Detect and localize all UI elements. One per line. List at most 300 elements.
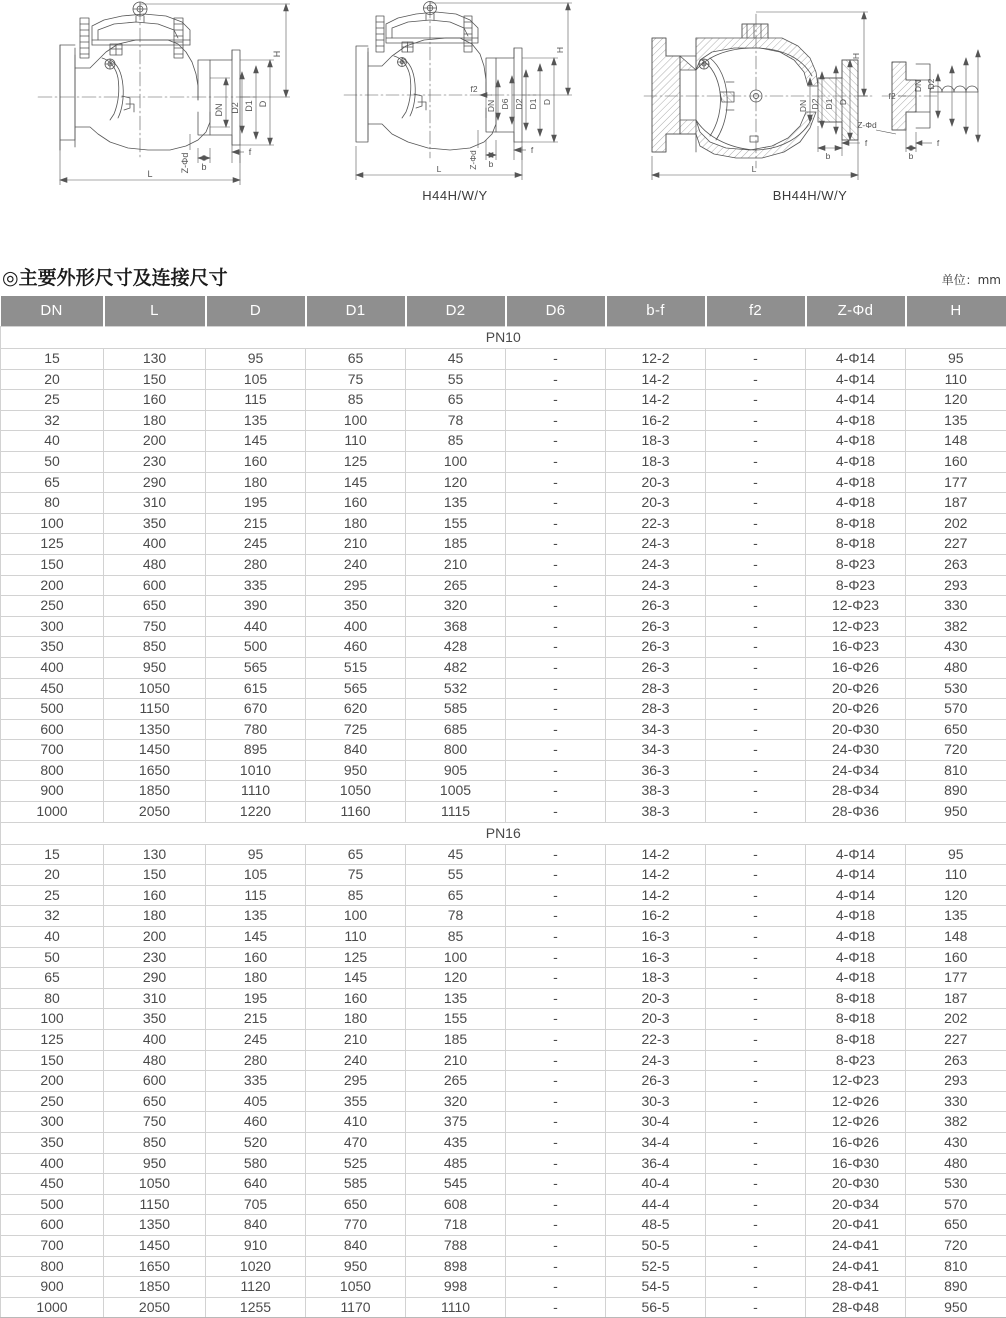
dim-label-L: L xyxy=(147,169,153,179)
cell-z-d: 4-Φ18 xyxy=(806,472,906,493)
cell-d2: 55 xyxy=(406,865,506,886)
section-title-row xyxy=(0,266,1005,296)
dim-label-D2: D2 xyxy=(514,98,524,110)
drawing-2-caption: H44H/W/Y xyxy=(422,188,488,203)
cell-z-d: 12-Φ26 xyxy=(806,1112,906,1133)
cell-d6: - xyxy=(506,1277,606,1298)
cell-dn: 15 xyxy=(1,844,104,865)
cell-f2: - xyxy=(706,1112,806,1133)
cell-dn: 65 xyxy=(1,968,104,989)
table-row xyxy=(1,947,1006,968)
valve-drawing-1 xyxy=(18,0,300,195)
cell-dn: 25 xyxy=(1,390,104,411)
cell-l: 130 xyxy=(104,844,206,865)
cell-d2: 320 xyxy=(406,596,506,617)
cell-d1: 565 xyxy=(306,678,406,699)
cell-d6: - xyxy=(506,472,606,493)
cell-d: 180 xyxy=(206,472,306,493)
cell-b-f: 40-4 xyxy=(606,1174,706,1195)
cell-l: 160 xyxy=(104,885,206,906)
cell-d6: - xyxy=(506,390,606,411)
cell-z-d: 8-Φ18 xyxy=(806,988,906,1009)
cell-l: 1050 xyxy=(104,1174,206,1195)
dim-label-f2: f2 xyxy=(888,91,896,101)
cell-d: 245 xyxy=(206,534,306,555)
cell-dn: 250 xyxy=(1,1091,104,1112)
cell-h: 480 xyxy=(906,657,1006,678)
cell-b-f: 24-3 xyxy=(606,534,706,555)
cell-d6: - xyxy=(506,927,606,948)
cell-l: 350 xyxy=(104,1009,206,1030)
cell-l: 310 xyxy=(104,988,206,1009)
cell-f2: - xyxy=(706,534,806,555)
cell-d1: 770 xyxy=(306,1215,406,1236)
cell-d2: 428 xyxy=(406,637,506,658)
cell-dn: 1000 xyxy=(1,802,104,823)
cell-b-f: 26-3 xyxy=(606,1071,706,1092)
dim-label-DN: DN xyxy=(798,99,808,113)
column-header-dn: DN xyxy=(1,296,104,327)
cell-d1: 180 xyxy=(306,1009,406,1030)
cell-z-d: 20-Φ26 xyxy=(806,699,906,720)
cell-d6: - xyxy=(506,534,606,555)
cell-d: 195 xyxy=(206,988,306,1009)
cell-f2: - xyxy=(706,1215,806,1236)
valve-drawing-3 xyxy=(630,0,990,203)
cell-h: 570 xyxy=(906,1194,1006,1215)
cell-d6: - xyxy=(506,1132,606,1153)
dim-label-D2-right: D2 xyxy=(926,78,936,90)
cell-b-f: 14-2 xyxy=(606,369,706,390)
cell-b-f: 12-2 xyxy=(606,349,706,370)
cell-h: 950 xyxy=(906,1297,1006,1318)
cell-h: 263 xyxy=(906,1050,1006,1071)
cell-f2: - xyxy=(706,988,806,1009)
cell-h: 382 xyxy=(906,616,1006,637)
column-header-d2: D2 xyxy=(406,296,506,327)
valve-drawing-2 xyxy=(330,0,580,203)
cell-h: 810 xyxy=(906,760,1006,781)
cell-d1: 355 xyxy=(306,1091,406,1112)
cell-d2: 608 xyxy=(406,1194,506,1215)
table-row xyxy=(1,968,1006,989)
cell-b-f: 14-2 xyxy=(606,865,706,886)
group-row-pn10 xyxy=(1,327,1006,349)
cell-z-d: 24-Φ30 xyxy=(806,740,906,761)
cell-z-d: 4-Φ14 xyxy=(806,865,906,886)
cell-d: 145 xyxy=(206,927,306,948)
table-row xyxy=(1,1112,1006,1133)
cell-l: 290 xyxy=(104,472,206,493)
cell-z-d: 20-Φ26 xyxy=(806,678,906,699)
cell-dn: 150 xyxy=(1,554,104,575)
cell-d6: - xyxy=(506,1091,606,1112)
table-row xyxy=(1,1030,1006,1051)
cell-h: 135 xyxy=(906,410,1006,431)
table-row xyxy=(1,472,1006,493)
cell-l: 1650 xyxy=(104,760,206,781)
cell-dn: 40 xyxy=(1,431,104,452)
cell-d: 105 xyxy=(206,865,306,886)
cell-dn: 20 xyxy=(1,369,104,390)
cell-d2: 718 xyxy=(406,1215,506,1236)
cell-l: 850 xyxy=(104,637,206,658)
unit-note: 单位：mm xyxy=(941,273,1001,287)
cell-d2: 85 xyxy=(406,927,506,948)
table-row xyxy=(1,988,1006,1009)
cell-d1: 210 xyxy=(306,534,406,555)
cell-f2: - xyxy=(706,1174,806,1195)
cell-z-d: 28-Φ36 xyxy=(806,802,906,823)
cell-h: 530 xyxy=(906,1174,1006,1195)
cell-l: 230 xyxy=(104,451,206,472)
dim-label-DN-right: DN xyxy=(913,79,923,93)
cell-f2: - xyxy=(706,1194,806,1215)
cell-d6: - xyxy=(506,1153,606,1174)
cell-dn: 1000 xyxy=(1,1297,104,1318)
cell-d6: - xyxy=(506,781,606,802)
dim-label-DN: DN xyxy=(214,103,224,117)
cell-b-f: 34-4 xyxy=(606,1132,706,1153)
column-header-z-d: Z-Φd xyxy=(806,296,906,327)
cell-d: 95 xyxy=(206,349,306,370)
cell-dn: 500 xyxy=(1,699,104,720)
cell-dn: 450 xyxy=(1,1174,104,1195)
cell-h: 530 xyxy=(906,678,1006,699)
cell-f2: - xyxy=(706,1256,806,1277)
table-row xyxy=(1,865,1006,886)
cell-d: 1120 xyxy=(206,1277,306,1298)
cell-dn: 80 xyxy=(1,988,104,1009)
cell-l: 480 xyxy=(104,554,206,575)
cell-h: 382 xyxy=(906,1112,1006,1133)
cell-l: 1350 xyxy=(104,1215,206,1236)
cell-d: 195 xyxy=(206,493,306,514)
dim-label-b: b xyxy=(825,151,831,161)
cell-d: 390 xyxy=(206,596,306,617)
cell-f2: - xyxy=(706,1235,806,1256)
cell-d1: 75 xyxy=(306,865,406,886)
group-label: PN16 xyxy=(1,822,1006,844)
cell-d1: 145 xyxy=(306,472,406,493)
cell-d6: - xyxy=(506,968,606,989)
cell-h: 95 xyxy=(906,349,1006,370)
cell-d: 135 xyxy=(206,906,306,927)
section-title xyxy=(2,266,228,290)
dim-label-b: b xyxy=(488,159,494,169)
cell-z-d: 16-Φ30 xyxy=(806,1153,906,1174)
table-row xyxy=(1,802,1006,823)
cell-d2: 368 xyxy=(406,616,506,637)
cell-d2: 100 xyxy=(406,451,506,472)
cell-z-d: 4-Φ14 xyxy=(806,885,906,906)
cell-h: 227 xyxy=(906,1030,1006,1051)
cell-d6: - xyxy=(506,575,606,596)
cell-d6: - xyxy=(506,699,606,720)
cell-d6: - xyxy=(506,451,606,472)
cell-d2: 375 xyxy=(406,1112,506,1133)
cell-d: 615 xyxy=(206,678,306,699)
cell-h: 950 xyxy=(906,802,1006,823)
cell-l: 1450 xyxy=(104,1235,206,1256)
cell-d6: - xyxy=(506,885,606,906)
cell-d1: 840 xyxy=(306,1235,406,1256)
table-row xyxy=(1,1071,1006,1092)
cell-d: 405 xyxy=(206,1091,306,1112)
cell-z-d: 4-Φ18 xyxy=(806,927,906,948)
cell-d2: 585 xyxy=(406,699,506,720)
cell-dn: 125 xyxy=(1,1030,104,1051)
cell-d2: 45 xyxy=(406,844,506,865)
cell-f2: - xyxy=(706,657,806,678)
cell-d1: 145 xyxy=(306,968,406,989)
dim-label-Z-Phi-d: Z-Φd xyxy=(468,150,478,170)
dim-label-D6: D6 xyxy=(500,98,510,110)
cell-z-d: 8-Φ23 xyxy=(806,1050,906,1071)
header-row xyxy=(1,296,1006,327)
cell-dn: 900 xyxy=(1,1277,104,1298)
cell-b-f: 22-3 xyxy=(606,513,706,534)
cell-d1: 160 xyxy=(306,988,406,1009)
cell-d6: - xyxy=(506,1174,606,1195)
cell-dn: 200 xyxy=(1,1071,104,1092)
cell-d: 580 xyxy=(206,1153,306,1174)
valve-drawing-2-svg xyxy=(330,0,580,190)
cell-f2: - xyxy=(706,740,806,761)
cell-z-d: 16-Φ26 xyxy=(806,657,906,678)
cell-d1: 400 xyxy=(306,616,406,637)
cell-dn: 300 xyxy=(1,616,104,637)
cell-z-d: 16-Φ23 xyxy=(806,637,906,658)
cell-f2: - xyxy=(706,865,806,886)
cell-b-f: 36-3 xyxy=(606,760,706,781)
cell-l: 480 xyxy=(104,1050,206,1071)
dim-label-D1: D1 xyxy=(528,98,538,110)
cell-f2: - xyxy=(706,947,806,968)
cell-l: 1350 xyxy=(104,719,206,740)
cell-d1: 240 xyxy=(306,1050,406,1071)
cell-z-d: 8-Φ18 xyxy=(806,1009,906,1030)
cell-d6: - xyxy=(506,1297,606,1318)
cell-z-d: 8-Φ18 xyxy=(806,1030,906,1051)
cell-f2: - xyxy=(706,719,806,740)
cell-d: 500 xyxy=(206,637,306,658)
cell-z-d: 4-Φ18 xyxy=(806,906,906,927)
cell-f2: - xyxy=(706,596,806,617)
cell-f2: - xyxy=(706,369,806,390)
column-header-d1: D1 xyxy=(306,296,406,327)
column-header-b-f: b-f xyxy=(606,296,706,327)
cell-b-f: 18-3 xyxy=(606,431,706,452)
dim-label-D: D xyxy=(542,98,552,106)
cell-f2: - xyxy=(706,802,806,823)
table-row xyxy=(1,1297,1006,1318)
cell-b-f: 14-2 xyxy=(606,844,706,865)
cell-d1: 110 xyxy=(306,431,406,452)
cell-d: 840 xyxy=(206,1215,306,1236)
cell-h: 293 xyxy=(906,1071,1006,1092)
cell-d2: 898 xyxy=(406,1256,506,1277)
dim-label-b2: b xyxy=(908,151,914,161)
cell-dn: 100 xyxy=(1,1009,104,1030)
cell-h: 148 xyxy=(906,431,1006,452)
cell-b-f: 28-3 xyxy=(606,678,706,699)
cell-h: 720 xyxy=(906,740,1006,761)
cell-d1: 410 xyxy=(306,1112,406,1133)
cell-dn: 700 xyxy=(1,740,104,761)
cell-b-f: 16-2 xyxy=(606,906,706,927)
cell-d: 910 xyxy=(206,1235,306,1256)
cell-z-d: 20-Φ34 xyxy=(806,1194,906,1215)
cell-d: 135 xyxy=(206,410,306,431)
cell-z-d: 8-Φ18 xyxy=(806,513,906,534)
cell-b-f: 18-3 xyxy=(606,968,706,989)
cell-d2: 155 xyxy=(406,513,506,534)
cell-f2: - xyxy=(706,760,806,781)
cell-d: 115 xyxy=(206,390,306,411)
cell-b-f: 14-2 xyxy=(606,885,706,906)
cell-d: 1255 xyxy=(206,1297,306,1318)
cell-d6: - xyxy=(506,349,606,370)
cell-b-f: 16-3 xyxy=(606,927,706,948)
cell-d: 245 xyxy=(206,1030,306,1051)
dim-label-f2: f2 xyxy=(470,84,478,94)
cell-d2: 210 xyxy=(406,554,506,575)
cell-z-d: 20-Φ41 xyxy=(806,1215,906,1236)
cell-l: 1150 xyxy=(104,699,206,720)
cell-z-d: 24-Φ41 xyxy=(806,1235,906,1256)
cell-z-d: 4-Φ18 xyxy=(806,493,906,514)
table-row xyxy=(1,637,1006,658)
drawings-band xyxy=(0,0,1005,262)
valve-drawing-1-svg xyxy=(18,0,300,195)
cell-d2: 1110 xyxy=(406,1297,506,1318)
cell-b-f: 26-3 xyxy=(606,596,706,617)
table-row xyxy=(1,678,1006,699)
cell-d2: 210 xyxy=(406,1050,506,1071)
cell-l: 950 xyxy=(104,657,206,678)
cell-f2: - xyxy=(706,1297,806,1318)
cell-f2: - xyxy=(706,906,806,927)
cell-l: 180 xyxy=(104,410,206,431)
cell-d: 705 xyxy=(206,1194,306,1215)
cell-d2: 45 xyxy=(406,349,506,370)
cell-b-f: 30-4 xyxy=(606,1112,706,1133)
cell-d1: 240 xyxy=(306,554,406,575)
cell-b-f: 44-4 xyxy=(606,1194,706,1215)
table-row xyxy=(1,1050,1006,1071)
cell-h: 110 xyxy=(906,865,1006,886)
cell-d2: 155 xyxy=(406,1009,506,1030)
cell-l: 1150 xyxy=(104,1194,206,1215)
cell-d1: 180 xyxy=(306,513,406,534)
cell-d: 280 xyxy=(206,1050,306,1071)
cell-l: 160 xyxy=(104,390,206,411)
cell-d6: - xyxy=(506,554,606,575)
cell-d1: 85 xyxy=(306,390,406,411)
cell-d6: - xyxy=(506,844,606,865)
cell-l: 1050 xyxy=(104,678,206,699)
table-row xyxy=(1,844,1006,865)
cell-d: 460 xyxy=(206,1112,306,1133)
cell-d: 565 xyxy=(206,657,306,678)
cell-z-d: 28-Φ41 xyxy=(806,1277,906,1298)
cell-b-f: 30-3 xyxy=(606,1091,706,1112)
cell-d: 670 xyxy=(206,699,306,720)
cell-d6: - xyxy=(506,1215,606,1236)
dim-label-Z-Phi-d: Z-Φd xyxy=(857,120,877,130)
table-row xyxy=(1,1174,1006,1195)
table-row xyxy=(1,657,1006,678)
cell-d1: 950 xyxy=(306,1256,406,1277)
cell-h: 263 xyxy=(906,554,1006,575)
cell-z-d: 12-Φ23 xyxy=(806,1071,906,1092)
table-row xyxy=(1,781,1006,802)
cell-z-d: 8-Φ23 xyxy=(806,554,906,575)
cell-l: 290 xyxy=(104,968,206,989)
cell-b-f: 54-5 xyxy=(606,1277,706,1298)
table-row xyxy=(1,349,1006,370)
cell-d6: - xyxy=(506,596,606,617)
cell-d1: 210 xyxy=(306,1030,406,1051)
cell-d2: 120 xyxy=(406,472,506,493)
cell-d: 280 xyxy=(206,554,306,575)
cell-dn: 700 xyxy=(1,1235,104,1256)
cell-d: 160 xyxy=(206,451,306,472)
cell-z-d: 4-Φ18 xyxy=(806,947,906,968)
cell-d2: 85 xyxy=(406,431,506,452)
table-row xyxy=(1,1009,1006,1030)
cell-d2: 905 xyxy=(406,760,506,781)
table-row xyxy=(1,1153,1006,1174)
cell-d: 1020 xyxy=(206,1256,306,1277)
cell-d: 115 xyxy=(206,885,306,906)
cell-l: 2050 xyxy=(104,1297,206,1318)
table-row xyxy=(1,719,1006,740)
cell-d2: 135 xyxy=(406,493,506,514)
cell-f2: - xyxy=(706,1050,806,1071)
table-row xyxy=(1,431,1006,452)
cell-d2: 532 xyxy=(406,678,506,699)
cell-h: 120 xyxy=(906,885,1006,906)
cell-h: 177 xyxy=(906,968,1006,989)
cell-d2: 685 xyxy=(406,719,506,740)
table-row xyxy=(1,493,1006,514)
cell-f2: - xyxy=(706,781,806,802)
column-header-h: H xyxy=(906,296,1006,327)
cell-b-f: 16-2 xyxy=(606,410,706,431)
table-row xyxy=(1,699,1006,720)
cell-d6: - xyxy=(506,947,606,968)
cell-l: 1850 xyxy=(104,781,206,802)
cell-b-f: 36-4 xyxy=(606,1153,706,1174)
dim-label-H: H xyxy=(851,52,861,60)
cell-f2: - xyxy=(706,1030,806,1051)
cell-d6: - xyxy=(506,410,606,431)
cell-dn: 50 xyxy=(1,947,104,968)
cell-d1: 460 xyxy=(306,637,406,658)
cell-h: 187 xyxy=(906,988,1006,1009)
cell-d1: 65 xyxy=(306,844,406,865)
cell-d6: - xyxy=(506,1030,606,1051)
cell-h: 148 xyxy=(906,927,1006,948)
cell-dn: 250 xyxy=(1,596,104,617)
dim-label-f-right: f xyxy=(936,138,940,148)
cell-d1: 295 xyxy=(306,1071,406,1092)
cell-d1: 350 xyxy=(306,596,406,617)
cell-d2: 135 xyxy=(406,988,506,1009)
cell-b-f: 52-5 xyxy=(606,1256,706,1277)
